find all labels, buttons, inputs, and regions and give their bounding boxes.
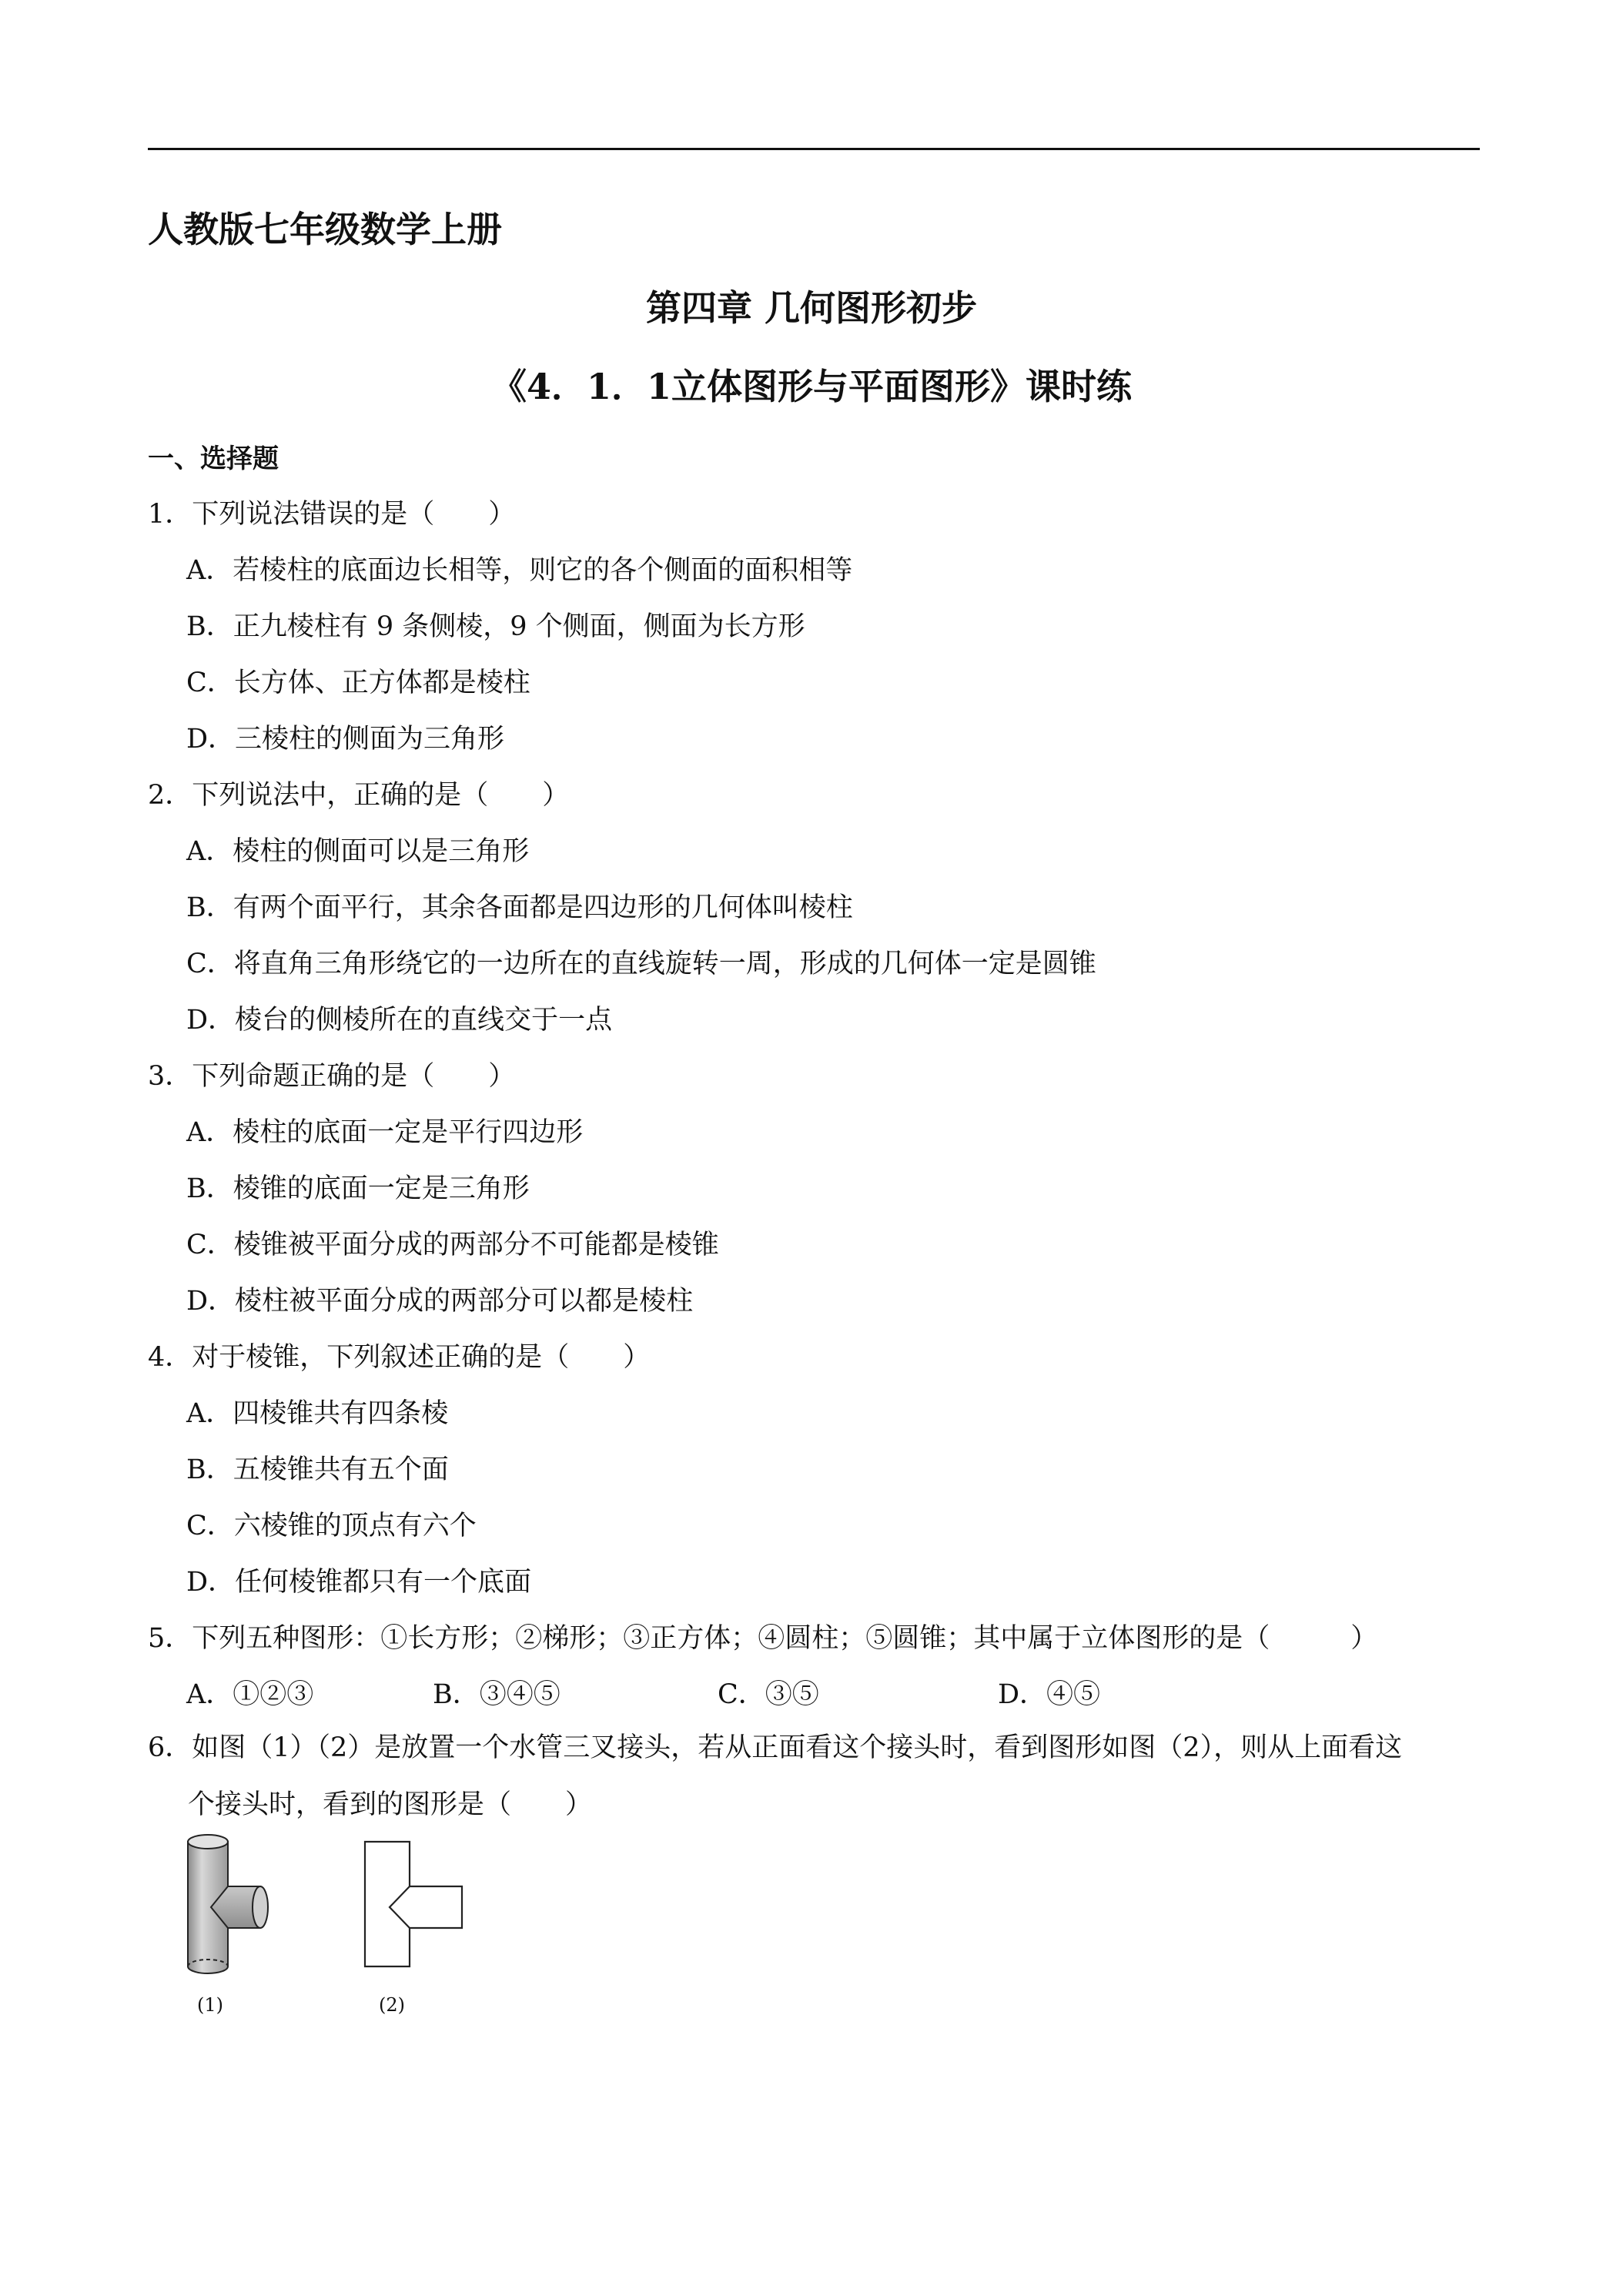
question-4-option-d: D．任何棱锥都只有一个底面 [186,1567,532,1598]
question-3-option-d: D．棱柱被平面分成的两部分可以都是棱柱 [186,1286,694,1317]
question-1-option-c: C．长方体、正方体都是棱柱 [186,668,530,698]
question-3-option-b: B．棱锥的底面一定是三角形 [186,1173,530,1204]
question-2-option-a: A．棱柱的侧面可以是三角形 [186,836,530,867]
figure-2-front-view [354,1831,477,1985]
book-title: 人教版七年级数学上册 [148,209,502,250]
question-6-stem [148,1719,1487,1833]
question-1-stem: 1．下列说法错误的是（ ） [148,499,516,530]
question-3-option-c: C．棱锥被平面分成的两部分不可能都是棱锥 [186,1230,719,1260]
question-6-stem-line-1: 6．如图（1）（2）是放置一个水管三叉接头，若从正面看这个接头时，看到图形如图（2），则从上面看这 [148,1732,1403,1763]
section-heading: 一、选择题 [148,443,279,474]
figure-2-caption: (2) [379,1994,405,2016]
question-1-option-a: A．若棱柱的底面边长相等，则它的各个侧面的面积相等 [186,555,853,586]
question-1-option-d: D．三棱柱的侧面为三角形 [186,724,505,755]
figure-1-caption: (1) [197,1994,223,2016]
question-4-option-a: A．四棱锥共有四条棱 [186,1398,449,1429]
question-6-stem-line-2: 个接头时，看到的图形是（ ） [188,1789,593,1820]
lesson-title: 《4．1．1立体图形与平面图形》课时练 [490,366,1133,407]
question-2-stem: 2．下列说法中，正确的是（ ） [148,780,570,811]
question-1-option-b: B．正九棱柱有 9 条侧棱，9 个侧面，侧面为长方形 [186,611,805,642]
question-4-stem: 4．对于棱锥，下列叙述正确的是（ ） [148,1342,651,1373]
question-5-stem: 5．下列五种图形：①长方形；②梯形；③正方体；④圆柱；⑤圆锥；其中属于立体图形的是（ ） [148,1623,1378,1654]
question-3-stem: 3．下列命题正确的是（ ） [148,1061,516,1092]
question-4-option-c: C．六棱锥的顶点有六个 [186,1511,477,1541]
question-3-option-a: A．棱柱的底面一定是平行四边形 [186,1117,584,1148]
question-5-option-c: C．③⑤ [718,1679,819,1710]
question-2-option-d: D．棱台的侧棱所在的直线交于一点 [186,1005,613,1036]
question-4-option-b: B．五棱锥共有五个面 [186,1454,449,1485]
header-rule [148,148,1480,150]
figure-1-tee-3d [177,1831,285,1985]
question-2-option-b: B．有两个面平行，其余各面都是四边形的几何体叫棱柱 [186,892,853,923]
question-5-option-a: A．①②③ [186,1679,314,1710]
question-5-option-b: B．③④⑤ [433,1679,561,1710]
question-5-option-d: D．④⑤ [998,1679,1101,1710]
chapter-title: 第四章 几何图形初步 [645,287,977,329]
question-2-option-c: C．将直角三角形绕它的一边所在的直线旋转一周，形成的几何体一定是圆锥 [186,949,1096,979]
